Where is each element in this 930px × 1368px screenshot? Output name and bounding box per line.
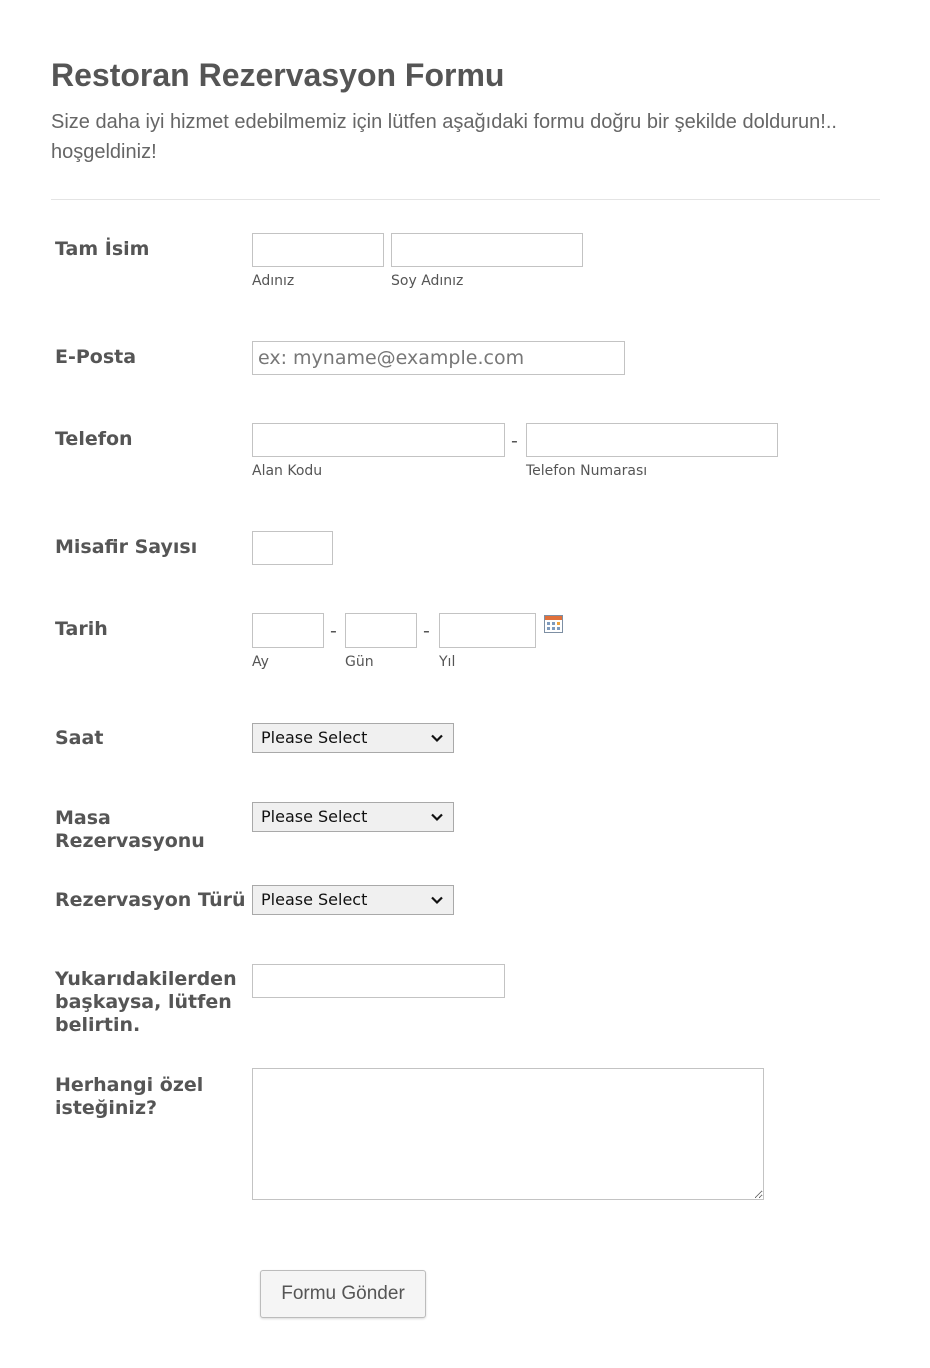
- special-requests-textarea[interactable]: [252, 1068, 764, 1200]
- reservation-type-select[interactable]: [252, 885, 454, 915]
- area-code-sublabel: Alan Kodu: [252, 463, 323, 479]
- phone-area-code-input[interactable]: [252, 423, 505, 457]
- calendar-icon[interactable]: [544, 615, 563, 633]
- chevron-down-icon: [429, 809, 445, 825]
- year-sublabel: Yıl: [439, 654, 456, 670]
- time-label: Saat: [55, 727, 104, 749]
- submit-button[interactable]: Formu Gönder: [260, 1270, 426, 1318]
- email-label: E-Posta: [55, 346, 137, 368]
- reservation-type-label: Rezervasyon Türü: [55, 889, 246, 911]
- day-sublabel: Gün: [345, 654, 374, 670]
- reservation-type-select-value: Please Select: [261, 890, 368, 909]
- last-name-sublabel: Soy Adınız: [391, 273, 464, 289]
- phone-label: Telefon: [55, 428, 133, 450]
- time-select-value: Please Select: [261, 728, 368, 747]
- phone-separator: -: [511, 430, 518, 452]
- form-subtitle: Size daha iyi hizmet edebilmemiz için lütfen aşağıdaki formu doğru bir şekilde doldurun!.. hoşgeldiniz!: [51, 111, 837, 163]
- phone-number-input[interactable]: [526, 423, 778, 457]
- full-name-label: Tam İsim: [55, 238, 150, 260]
- last-name-input[interactable]: [391, 233, 583, 267]
- header-divider: [51, 199, 880, 200]
- first-name-input[interactable]: [252, 233, 384, 267]
- date-year-input[interactable]: [439, 613, 536, 648]
- table-reservation-select[interactable]: [252, 802, 454, 832]
- date-separator-2: -: [423, 620, 430, 642]
- form-title: Restoran Rezervasyon Formu: [51, 57, 505, 93]
- other-label: Yukarıdakilerden başkaysa, lütfen belirtin.: [55, 968, 237, 1036]
- first-name-sublabel: Adınız: [252, 273, 295, 289]
- time-select[interactable]: [252, 723, 454, 753]
- email-input[interactable]: [252, 341, 625, 375]
- date-separator-1: -: [330, 620, 337, 642]
- month-sublabel: Ay: [252, 654, 269, 670]
- phone-number-sublabel: Telefon Numarası: [526, 463, 648, 479]
- date-day-input[interactable]: [345, 613, 417, 648]
- table-select-value: Please Select: [261, 807, 368, 826]
- other-input[interactable]: [252, 964, 505, 998]
- special-requests-label: Herhangi özel isteğiniz?: [55, 1074, 204, 1119]
- date-label: Tarih: [55, 618, 108, 640]
- table-reservation-label: Masa Rezervasyonu: [55, 807, 205, 852]
- guests-input[interactable]: [252, 531, 333, 565]
- chevron-down-icon: [429, 730, 445, 746]
- chevron-down-icon: [429, 892, 445, 908]
- guests-label: Misafir Sayısı: [55, 536, 198, 558]
- date-month-input[interactable]: [252, 613, 324, 648]
